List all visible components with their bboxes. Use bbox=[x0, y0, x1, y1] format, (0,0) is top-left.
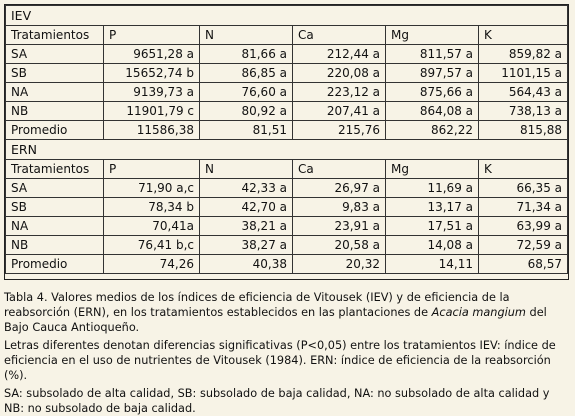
ern-header-row bbox=[6, 160, 568, 179]
value-cell: 14,11 bbox=[386, 255, 479, 274]
table-row bbox=[6, 83, 568, 102]
value-cell: 71,90 a,c bbox=[104, 179, 200, 198]
value-cell: 738,13 a bbox=[479, 102, 568, 121]
value-cell: 811,57 a bbox=[386, 45, 479, 64]
value-cell: 66,35 a bbox=[479, 179, 568, 198]
value-cell: 11,69 a bbox=[386, 179, 479, 198]
value-cell: 63,99 a bbox=[479, 217, 568, 236]
column-header: N bbox=[200, 26, 293, 45]
treatment-cell: NA bbox=[6, 83, 104, 102]
caption-note-significance: Letras diferentes denotan diferencias significativas (P<0,05) entre los tratamientos IEV: índice de eficiencia en el uso de nutrientes de Vitousek (1984). ERN: índice de eficiencia de la reabsorción (%). bbox=[4, 339, 556, 382]
value-cell: 76,60 a bbox=[200, 83, 293, 102]
value-cell: 864,08 a bbox=[386, 102, 479, 121]
column-header: N bbox=[200, 160, 293, 179]
value-cell: 897,57 a bbox=[386, 64, 479, 83]
value-cell: 15652,74 b bbox=[104, 64, 200, 83]
value-cell: 76,41 b,c bbox=[104, 236, 200, 255]
value-cell: 212,44 a bbox=[293, 45, 386, 64]
value-cell: 9139,73 a bbox=[104, 83, 200, 102]
value-cell: 40,38 bbox=[200, 255, 293, 274]
value-cell: 11586,38 bbox=[104, 121, 200, 140]
results-table bbox=[5, 5, 568, 274]
column-header: Ca bbox=[293, 26, 386, 45]
column-header: Tratamientos bbox=[6, 26, 104, 45]
average-row bbox=[6, 255, 568, 274]
value-cell: 38,21 a bbox=[200, 217, 293, 236]
caption-title bbox=[4, 290, 571, 335]
value-cell: 223,12 a bbox=[293, 83, 386, 102]
value-cell: 564,43 a bbox=[479, 83, 568, 102]
treatment-cell: SB bbox=[6, 198, 104, 217]
column-header: Tratamientos bbox=[6, 160, 104, 179]
value-cell: 68,57 bbox=[479, 255, 568, 274]
value-cell: 86,85 a bbox=[200, 64, 293, 83]
value-cell: 17,51 a bbox=[386, 217, 479, 236]
species-name: Acacia mangium bbox=[431, 306, 526, 319]
table-caption bbox=[4, 290, 571, 416]
value-cell: 42,70 a bbox=[200, 198, 293, 217]
value-cell: 859,82 a bbox=[479, 45, 568, 64]
table-row bbox=[6, 179, 568, 198]
treatment-cell: Promedio bbox=[6, 121, 104, 140]
value-cell: 23,91 a bbox=[293, 217, 386, 236]
column-header: K bbox=[479, 26, 568, 45]
value-cell: 20,32 bbox=[293, 255, 386, 274]
iev-section-label: IEV bbox=[6, 6, 568, 26]
treatment-cell: SB bbox=[6, 64, 104, 83]
value-cell: 9651,28 a bbox=[104, 45, 200, 64]
caption-note-treatments: SA: subsolado de alta calidad, SB: subsolado de baja calidad, NA: no subsolado de alta calidad y NB: no subsolado de baja calidad. bbox=[4, 387, 550, 415]
caption-title-text: Tabla 4. Valores medios de los índices de eficiencia de Vitousek (IEV) y de eficiencia de la reabsorción (ERN), en los tratamientos establecidos en las plantaciones de bbox=[4, 291, 510, 319]
iev-header-row bbox=[6, 26, 568, 45]
value-cell: 220,08 a bbox=[293, 64, 386, 83]
value-cell: 13,17 a bbox=[386, 198, 479, 217]
value-cell: 81,51 bbox=[200, 121, 293, 140]
value-cell: 1101,15 a bbox=[479, 64, 568, 83]
value-cell: 71,34 a bbox=[479, 198, 568, 217]
column-header: Mg bbox=[386, 160, 479, 179]
value-cell: 875,66 a bbox=[386, 83, 479, 102]
value-cell: 81,66 a bbox=[200, 45, 293, 64]
value-cell: 11901,79 c bbox=[104, 102, 200, 121]
value-cell: 72,59 a bbox=[479, 236, 568, 255]
results-table-frame bbox=[4, 4, 569, 280]
value-cell: 215,76 bbox=[293, 121, 386, 140]
table-row bbox=[6, 64, 568, 83]
table-row bbox=[6, 102, 568, 121]
ern-section-label: ERN bbox=[6, 140, 568, 160]
value-cell: 80,92 a bbox=[200, 102, 293, 121]
caption-title-end: del Bajo Cauca Antioqueño. bbox=[4, 306, 547, 334]
value-cell: 26,97 a bbox=[293, 179, 386, 198]
iev-section-row bbox=[6, 6, 568, 26]
value-cell: 815,88 bbox=[479, 121, 568, 140]
ern-section-row bbox=[6, 140, 568, 160]
value-cell: 78,34 b bbox=[104, 198, 200, 217]
column-header: P bbox=[104, 26, 200, 45]
column-header: P bbox=[104, 160, 200, 179]
table-row bbox=[6, 45, 568, 64]
value-cell: 862,22 bbox=[386, 121, 479, 140]
treatment-cell: SA bbox=[6, 45, 104, 64]
value-cell: 20,58 a bbox=[293, 236, 386, 255]
treatment-cell: NB bbox=[6, 236, 104, 255]
table-row bbox=[6, 236, 568, 255]
treatment-cell: Promedio bbox=[6, 255, 104, 274]
value-cell: 42,33 a bbox=[200, 179, 293, 198]
treatment-cell: SA bbox=[6, 179, 104, 198]
value-cell: 14,08 a bbox=[386, 236, 479, 255]
value-cell: 207,41 a bbox=[293, 102, 386, 121]
value-cell: 70,41a bbox=[104, 217, 200, 236]
value-cell: 9,83 a bbox=[293, 198, 386, 217]
treatment-cell: NB bbox=[6, 102, 104, 121]
table-row bbox=[6, 198, 568, 217]
value-cell: 74,26 bbox=[104, 255, 200, 274]
column-header: K bbox=[479, 160, 568, 179]
column-header: Mg bbox=[386, 26, 479, 45]
treatment-cell: NA bbox=[6, 217, 104, 236]
table-row bbox=[6, 217, 568, 236]
column-header: Ca bbox=[293, 160, 386, 179]
average-row bbox=[6, 121, 568, 140]
value-cell: 38,27 a bbox=[200, 236, 293, 255]
